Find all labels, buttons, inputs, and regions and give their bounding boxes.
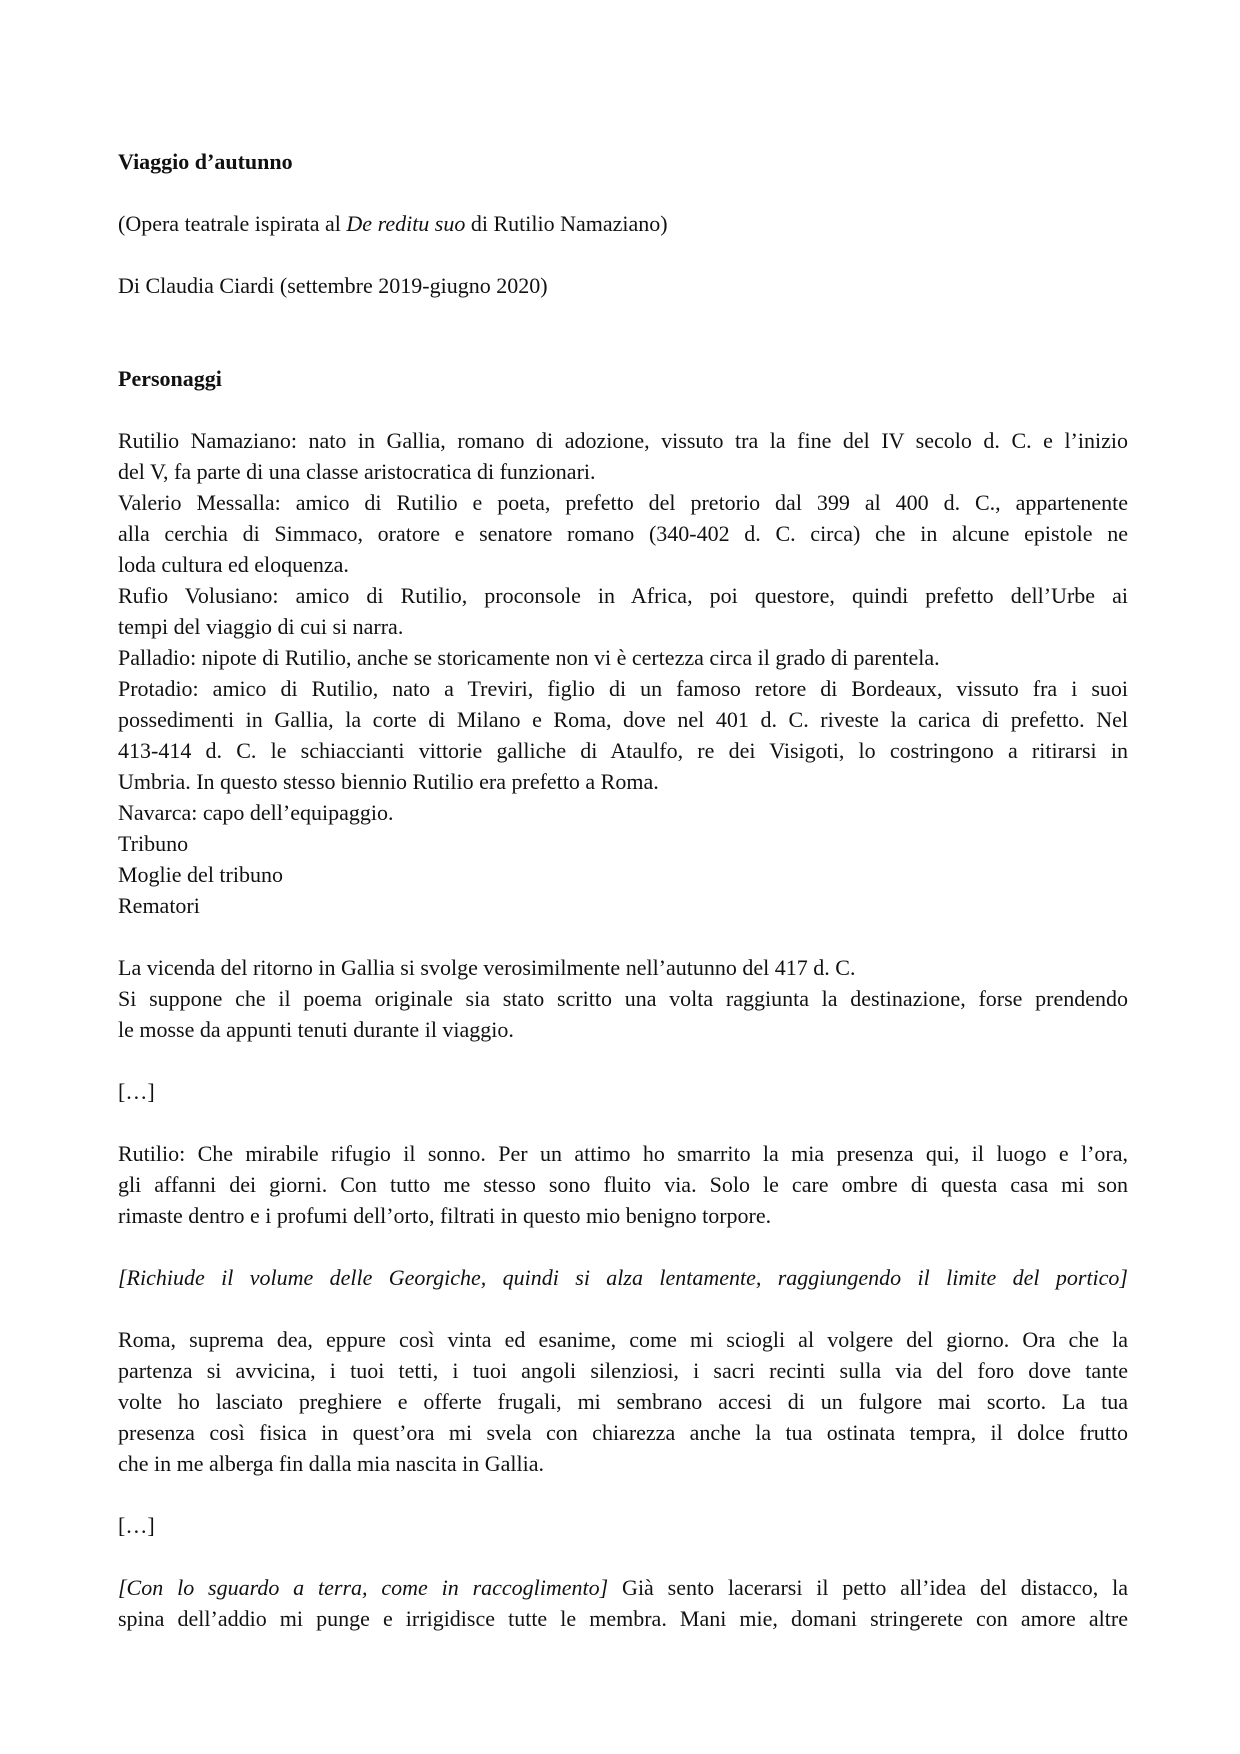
stage-direction <box>118 1262 1128 1293</box>
text-line: Valerio Messalla: amico di Rutilio e poeta, prefetto del pretorio dal 399 al 400 d. C., appartenente <box>118 490 1128 515</box>
text-line: possedimenti in Gallia, la corte di Milano e Roma, dove nel 401 d. C. riveste la carica di prefetto. Nel <box>118 707 1128 732</box>
text-line: che in me alberga fin dalla mia nascita in Gallia. <box>118 1451 544 1476</box>
text-line: La vicenda del ritorno in Gallia si svolge verosimilmente nell’autunno del 417 d. C. <box>118 955 856 980</box>
setting-paragraph <box>118 952 1128 1045</box>
text-line: Rematori <box>118 893 200 918</box>
text-line: del V, fa parte di una classe aristocratica di funzionari. <box>118 459 596 484</box>
play-title: Viaggio d’autunno <box>118 149 293 174</box>
ellipsis-marker: […] <box>118 1079 155 1104</box>
ellipsis-marker: […] <box>118 1513 155 1538</box>
text-line: Moglie del tribuno <box>118 862 283 887</box>
characters-heading: Personaggi <box>118 366 222 391</box>
subtitle-text-start: (Opera teatrale ispirata al <box>118 211 347 236</box>
text-line: spina dell’addio mi punge e irrigidisce tutte le membra. Mani mie, domani stringerete con amore altre <box>118 1606 1128 1631</box>
text-line: Rutilio: Che mirabile rifugio il sonno. Per un attimo ho smarrito la mia presenza qui, il luogo e l’ora, <box>118 1141 1128 1166</box>
characters-list <box>118 425 1128 921</box>
author-line: Di Claudia Ciardi (settembre 2019-giugno 2020) <box>118 273 548 298</box>
stage-direction-text: [Richiude il volume delle Georgiche, quindi si alza lentamente, raggiungendo il limite del portico] <box>118 1265 1128 1290</box>
text-line: Navarca: capo dell’equipaggio. <box>118 800 394 825</box>
text-line: Roma, suprema dea, eppure così vinta ed esanime, come mi sciogli al volgere del giorno. Ora che la <box>118 1327 1128 1352</box>
play-subtitle <box>118 208 1128 239</box>
text-line: partenza si avvicina, i tuoi tetti, i tuoi angoli silenziosi, i sacri recinti sulla via del foro dove tante <box>118 1358 1128 1383</box>
stage-direction-inline: [Con lo sguardo a terra, come in raccoglimento] <box>118 1575 609 1600</box>
text-line: Rutilio Namaziano: nato in Gallia, romano di adozione, vissuto tra la fine del IV secolo d. C. e l’inizio <box>118 428 1128 453</box>
text-line: Palladio: nipote di Rutilio, anche se storicamente non vi è certezza circa il grado di parentela. <box>118 645 940 670</box>
text-line: alla cerchia di Simmaco, oratore e senatore romano (340-402 d. C. circa) che in alcune epistole ne <box>118 521 1128 546</box>
text-line: volte ho lasciato preghiere e offerte frugali, mi sembrano accesi di un fulgore mai scorto. La tua <box>118 1389 1128 1414</box>
final-speech <box>118 1572 1128 1634</box>
text-line: le mosse da appunti tenuti durante il viaggio. <box>118 1017 514 1042</box>
text-line: rimaste dentro e i profumi dell’orto, filtrati in questo mio benigno torpore. <box>118 1203 772 1228</box>
roma-speech <box>118 1324 1128 1479</box>
text-line: Protadio: amico di Rutilio, nato a Treviri, figlio di un famoso retore di Bordeaux, vissuto fra i suoi <box>118 676 1128 701</box>
text-line: loda cultura ed eloquenza. <box>118 552 349 577</box>
speech-text: Già sento lacerarsi il petto all’idea del distacco, la <box>608 1575 1128 1600</box>
text-line: gli affanni dei giorni. Con tutto me stesso sono fluito via. Solo le care ombre di questa casa mi son <box>118 1172 1128 1197</box>
rutilio-speech <box>118 1138 1128 1231</box>
text-line: Tribuno <box>118 831 189 856</box>
text-line: Rufio Volusiano: amico di Rutilio, proconsole in Africa, poi questore, quindi prefetto dell’Urbe ai <box>118 583 1128 608</box>
text-line: presenza così fisica in quest’ora mi svela con chiarezza anche la tua ostinata tempra, il dolce frutto <box>118 1420 1128 1445</box>
text-line <box>118 1572 1128 1603</box>
subtitle-work-title: De reditu suo <box>346 211 466 236</box>
text-line: tempi del viaggio di cui si narra. <box>118 614 404 639</box>
text-line: Si suppone che il poema originale sia stato scritto una volta raggiunta la destinazione, forse prendendo <box>118 986 1128 1011</box>
text-line: 413-414 d. C. le schiaccianti vittorie galliche di Ataulfo, re dei Visigoti, lo costringono a ritirarsi in <box>118 738 1128 763</box>
subtitle-text-end: di Rutilio Namaziano) <box>465 211 668 236</box>
text-line: Umbria. In questo stesso biennio Rutilio era prefetto a Roma. <box>118 769 659 794</box>
